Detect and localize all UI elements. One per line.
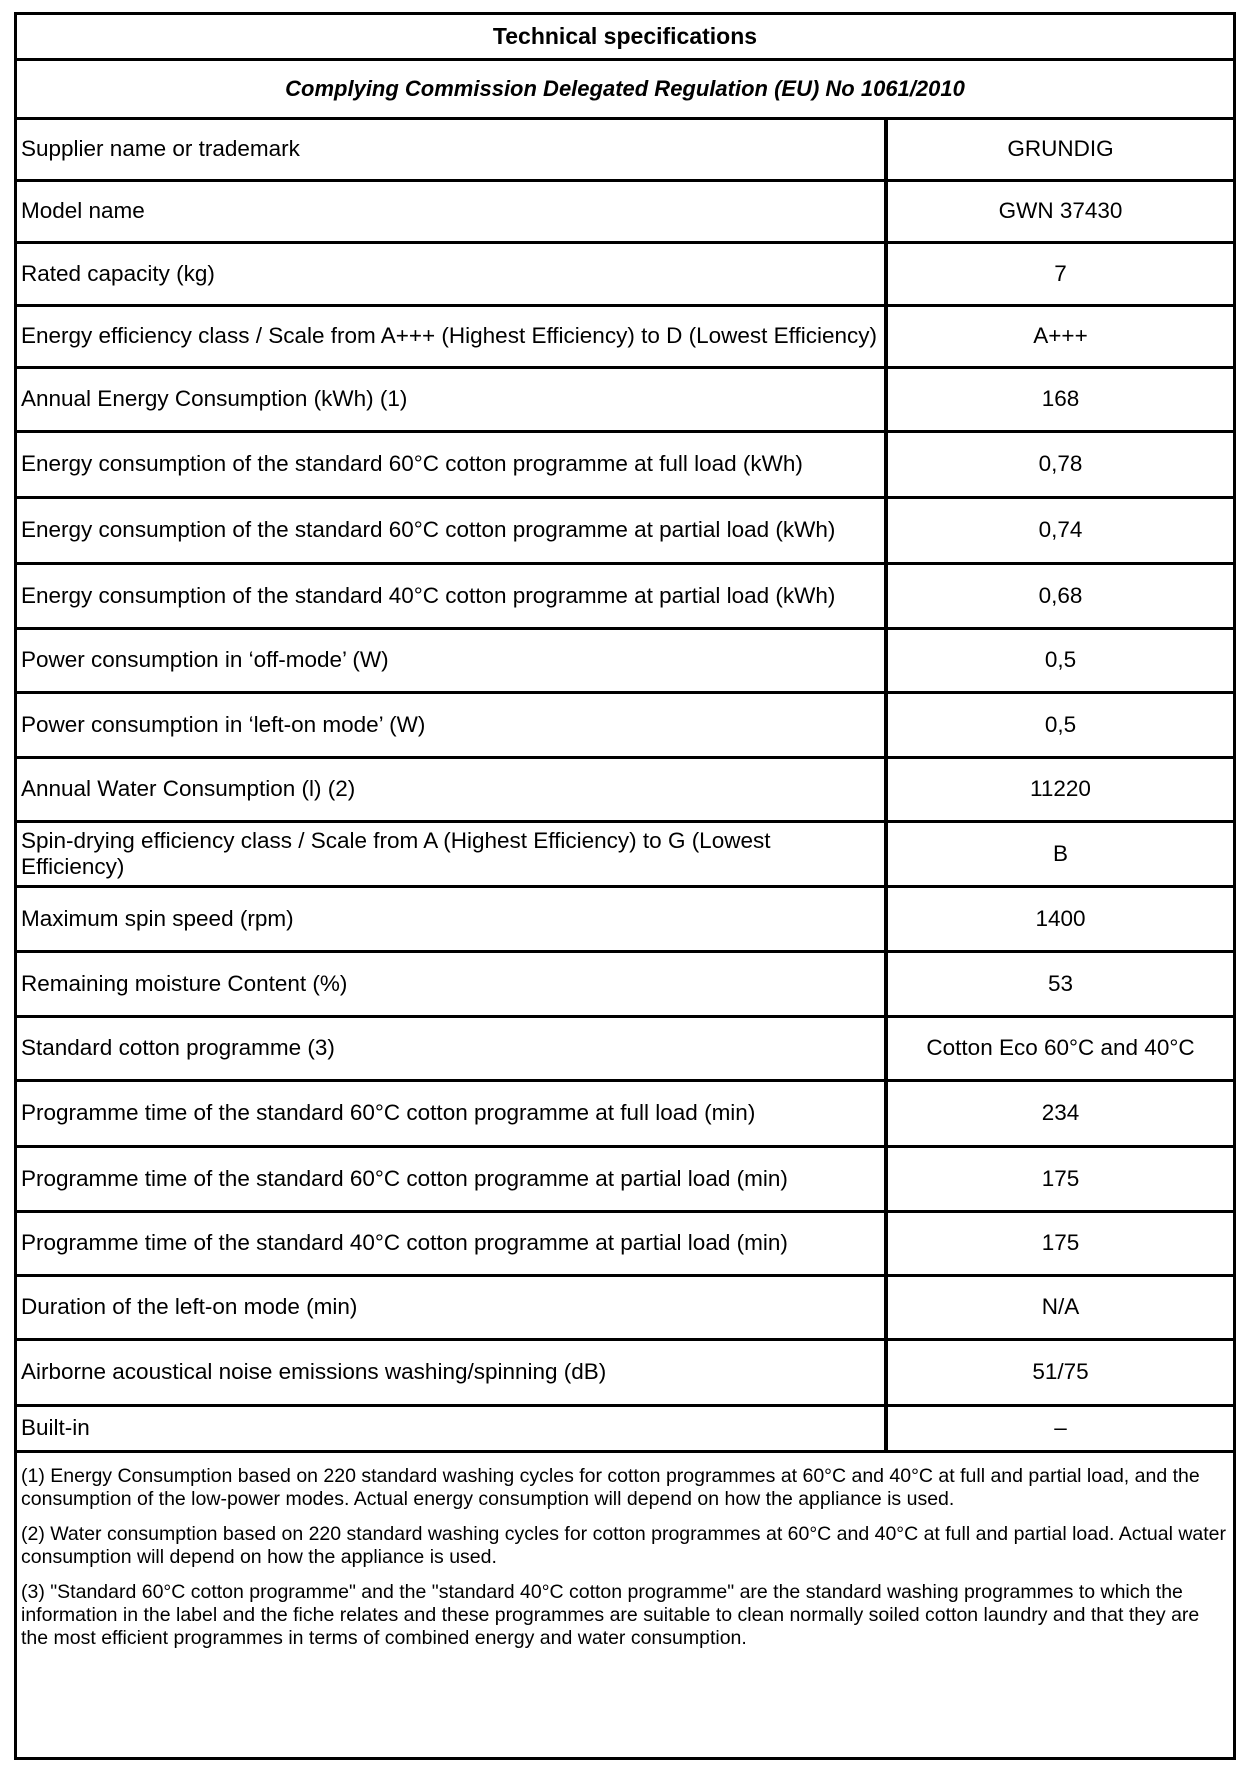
spec-value: 0,78 [886,431,1233,497]
spec-label: Annual Water Consumption (l) (2) [17,757,886,821]
spec-label: Energy consumption of the standard 60°C cotton programme at partial load (kWh) [17,497,886,563]
spec-label: Energy efficiency class / Scale from A+++ (Highest Efficiency) to D (Lowest Efficiency) [17,305,886,367]
spec-row-time-60-full [17,1080,1233,1146]
spec-label: Power consumption in ‘off-mode’ (W) [17,628,886,692]
spec-row-capacity [17,242,1233,305]
spec-label: Spin-drying efficiency class / Scale from A (Highest Efficiency) to G (Lowest Efficiency) [17,821,886,886]
spec-label: Programme time of the standard 40°C cotton programme at partial load (min) [17,1211,886,1275]
spec-value: GRUNDIG [886,120,1233,180]
spec-row-energy-60-partial [17,497,1233,563]
spec-label: Airborne acoustical noise emissions washing/spinning (dB) [17,1339,886,1405]
spec-row-energy-40-partial [17,563,1233,628]
spec-row-off-mode [17,628,1233,692]
spec-label: Energy consumption of the standard 40°C cotton programme at partial load (kWh) [17,563,886,628]
spec-label: Maximum spin speed (rpm) [17,886,886,951]
spec-label: Duration of the left-on mode (min) [17,1275,886,1339]
spec-label: Rated capacity (kg) [17,242,886,305]
footnote-1: (1) Energy Consumption based on 220 standard washing cycles for cotton programmes at 60°C and 40°C at full and partial load, and the consumption of the low-power modes. Actual energy consumption will depend on how the appliance is used. [21,1464,1200,1510]
spec-row-moisture [17,951,1233,1016]
footnote-3: (3) "Standard 60°C cotton programme" and the "standard 40°C cotton programme" are the standard washing programmes to which the information in the label and the fiche relates and these programmes are suitable to clean normally soiled cotton laundry and that they are the most efficient programmes in terms of combined energy and water consumption. [21,1580,1200,1649]
spec-label: Annual Energy Consumption (kWh) (1) [17,367,886,431]
spec-value: A+++ [886,305,1233,367]
spec-value: 7 [886,242,1233,305]
spec-label: Model name [17,180,886,242]
spec-value: 1400 [886,886,1233,951]
spec-value: 0,5 [886,628,1233,692]
spec-sheet [14,12,1236,1760]
spec-value: Cotton Eco 60°C and 40°C [886,1016,1233,1080]
footnotes [17,1453,1233,1650]
spec-label: Energy consumption of the standard 60°C cotton programme at full load (kWh) [17,431,886,497]
spec-row-supplier [17,120,1233,180]
specifications-table [17,120,1233,1453]
spec-row-annual-water [17,757,1233,821]
spec-label: Power consumption in ‘left-on mode’ (W) [17,692,886,757]
spec-label: Programme time of the standard 60°C cotton programme at full load (min) [17,1080,886,1146]
spec-label: Built-in [17,1405,886,1451]
spec-row-energy-class [17,305,1233,367]
spec-value: 234 [886,1080,1233,1146]
spec-value: 175 [886,1211,1233,1275]
spec-row-time-40-partial [17,1211,1233,1275]
spec-label: Supplier name or trademark [17,120,886,180]
spec-value: 11220 [886,757,1233,821]
spec-row-standard-programme [17,1016,1233,1080]
spec-row-time-60-partial [17,1146,1233,1211]
spec-row-spin-speed [17,886,1233,951]
spec-value: 175 [886,1146,1233,1211]
spec-value: 0,74 [886,497,1233,563]
spec-value: – [886,1405,1233,1451]
spec-row-spin-class [17,821,1233,886]
spec-row-annual-energy [17,367,1233,431]
spec-value: 51/75 [886,1339,1233,1405]
spec-row-model [17,180,1233,242]
spec-row-left-on-duration [17,1275,1233,1339]
spec-label: Remaining moisture Content (%) [17,951,886,1016]
page-title: Technical specifications [17,15,1233,61]
spec-label: Standard cotton programme (3) [17,1016,886,1080]
spec-label: Programme time of the standard 60°C cotton programme at partial load (min) [17,1146,886,1211]
spec-value: B [886,821,1233,886]
footnote-2: (2) Water consumption based on 220 standard washing cycles for cotton programmes at 60°C and 40°C at full and partial load. Actual water consumption will depend on how the appliance is used. [21,1522,1227,1568]
regulation-subtitle: Complying Commission Delegated Regulation (EU) No 1061/2010 [17,61,1233,120]
spec-value: 0,5 [886,692,1233,757]
spec-row-left-on-mode [17,692,1233,757]
spec-row-energy-60-full [17,431,1233,497]
spec-value: GWN 37430 [886,180,1233,242]
spec-value: 168 [886,367,1233,431]
spec-value: N/A [886,1275,1233,1339]
spec-value: 53 [886,951,1233,1016]
spec-value: 0,68 [886,563,1233,628]
spec-row-noise [17,1339,1233,1405]
spec-row-built-in [17,1405,1233,1451]
